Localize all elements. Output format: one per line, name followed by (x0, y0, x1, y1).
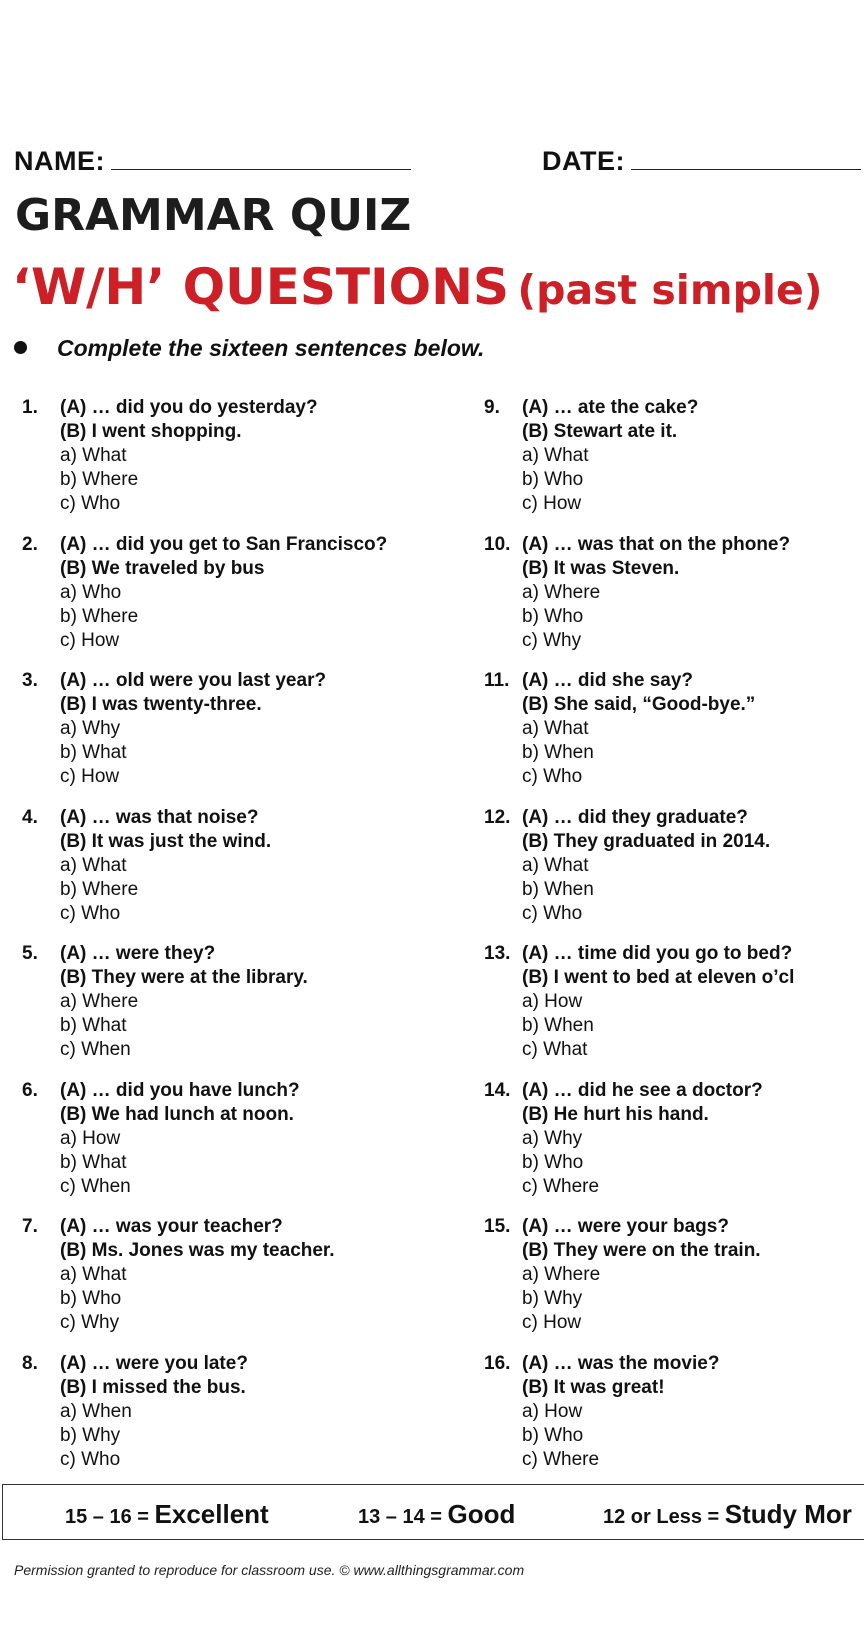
answer-option[interactable]: a) Where (522, 1264, 601, 1285)
instruction-text: Complete the sixteen sentences below. (57, 335, 485, 361)
topic-heading (12, 258, 823, 316)
question-number: 14. (484, 1080, 511, 1101)
question-number: 1. (22, 397, 38, 418)
question-prompt: (A) … did you get to San Francisco? (60, 534, 388, 555)
answer-option[interactable]: b) When (522, 742, 594, 763)
answer-option[interactable]: c) What (522, 1039, 588, 1060)
answer-option[interactable]: c) Who (522, 766, 583, 787)
question-prompt: (A) … did she say? (522, 670, 694, 691)
answer-option[interactable]: b) Where (60, 469, 139, 490)
question-number: 2. (22, 534, 38, 555)
answer-option[interactable]: a) Where (60, 991, 139, 1012)
question-body (522, 396, 698, 516)
instruction (14, 335, 484, 362)
answer-option[interactable]: c) Why (60, 1312, 120, 1333)
question-body (522, 533, 790, 653)
question-body (60, 806, 271, 926)
topic-sub: (past simple) (517, 266, 823, 314)
answer-option[interactable]: b) Who (522, 1152, 584, 1173)
question-prompt: (A) … did he see a doctor? (522, 1080, 763, 1101)
answer-option[interactable]: a) How (522, 991, 583, 1012)
answer-option[interactable]: c) Who (522, 903, 583, 924)
question-number: 10. (484, 534, 511, 555)
answer-option[interactable]: b) Who (522, 469, 584, 490)
question-response: (B) I went to bed at eleven o’cl (522, 967, 795, 988)
answer-option[interactable]: c) Where (522, 1176, 600, 1197)
name-label: NAME: (14, 146, 105, 176)
answer-option[interactable]: a) How (522, 1401, 583, 1422)
question-body (522, 669, 755, 789)
question-number: 7. (22, 1216, 38, 1237)
question-response: (B) They were at the library. (60, 967, 308, 988)
question-body (522, 806, 770, 926)
answer-option[interactable]: c) Where (522, 1449, 600, 1470)
answer-option[interactable]: a) What (522, 445, 589, 466)
answer-option[interactable]: c) How (60, 630, 120, 651)
answer-option[interactable]: b) When (522, 1015, 594, 1036)
question-response: (B) She said, “Good-bye.” (522, 694, 756, 715)
question-prompt: (A) … did they graduate? (522, 807, 748, 828)
question-response: (B) We had lunch at noon. (60, 1104, 294, 1125)
question-body (522, 1352, 719, 1472)
answer-option[interactable]: a) What (522, 718, 589, 739)
quiz-title: GRAMMAR QUIZ (15, 190, 412, 241)
question-response: (B) It was great! (522, 1377, 665, 1398)
answer-option[interactable]: b) Why (60, 1425, 121, 1446)
question-body (60, 669, 326, 789)
answer-option[interactable]: b) Where (60, 879, 139, 900)
question-prompt: (A) … did you have lunch? (60, 1080, 300, 1101)
answer-option[interactable]: a) What (60, 445, 127, 466)
question-response: (B) I missed the bus. (60, 1377, 246, 1398)
question-number: 3. (22, 670, 38, 691)
answer-option[interactable]: a) Why (60, 718, 121, 739)
question-prompt: (A) … was your teacher? (60, 1216, 283, 1237)
score-study (603, 1499, 852, 1530)
answer-option[interactable]: b) Who (522, 606, 584, 627)
question-number: 11. (484, 670, 510, 691)
question-number: 15. (484, 1216, 511, 1237)
question-body (60, 1215, 335, 1335)
answer-option[interactable]: a) What (522, 855, 589, 876)
question-body (60, 396, 318, 516)
score-excellent (65, 1499, 269, 1530)
question-prompt: (A) … ate the cake? (522, 397, 699, 418)
question-response: (B) We traveled by bus (60, 558, 265, 579)
answer-option[interactable]: a) Who (60, 582, 122, 603)
score-box (2, 1484, 864, 1540)
answer-option[interactable]: b) Who (60, 1288, 122, 1309)
question-number: 13. (484, 943, 511, 964)
question-response: (B) Stewart ate it. (522, 421, 678, 442)
answer-option[interactable]: c) Who (60, 493, 121, 514)
name-field (14, 146, 411, 177)
answer-option[interactable]: a) Where (522, 582, 601, 603)
question-prompt: (A) … time did you go to bed? (522, 943, 793, 964)
answer-option[interactable]: b) What (60, 742, 127, 763)
score-range: 15 – 16 = (65, 1506, 149, 1528)
question-response: (B) He hurt his hand. (522, 1104, 709, 1125)
question-body (60, 942, 308, 1062)
answer-option[interactable]: b) Where (60, 606, 139, 627)
question-number: 5. (22, 943, 38, 964)
question-body (522, 1215, 761, 1335)
question-prompt: (A) … was the movie? (522, 1353, 720, 1374)
answer-option[interactable]: a) Why (522, 1128, 583, 1149)
question-prompt: (A) … was that noise? (60, 807, 259, 828)
question-response: (B) They graduated in 2014. (522, 831, 771, 852)
date-label: DATE: (542, 146, 625, 176)
score-label: Study Mor (724, 1499, 852, 1529)
date-field (542, 146, 861, 177)
name-blank[interactable] (111, 169, 411, 170)
question-response: (B) They were on the train. (522, 1240, 761, 1261)
question-number: 16. (484, 1353, 511, 1374)
question-prompt: (A) … were your bags? (522, 1216, 729, 1237)
question-body (60, 1079, 300, 1199)
question-prompt: (A) … were they? (60, 943, 216, 964)
question-response: (B) It was just the wind. (60, 831, 272, 852)
answer-option[interactable]: c) How (522, 1312, 582, 1333)
date-blank[interactable] (631, 169, 861, 170)
answer-option[interactable]: b) What (60, 1152, 127, 1173)
answer-option[interactable]: c) Who (60, 1449, 121, 1470)
question-number: 4. (22, 807, 38, 828)
score-range: 13 – 14 = (358, 1506, 442, 1528)
answer-option[interactable]: b) Who (522, 1425, 584, 1446)
question-body (522, 1079, 763, 1199)
bullet-icon (14, 341, 27, 354)
question-response: (B) I went shopping. (60, 421, 242, 442)
score-range: 12 or Less = (603, 1506, 720, 1528)
question-number: 6. (22, 1080, 38, 1101)
answer-option[interactable]: c) Why (522, 630, 582, 651)
question-prompt: (A) … old were you last year? (60, 670, 327, 691)
question-response: (B) Ms. Jones was my teacher. (60, 1240, 335, 1261)
question-prompt: (A) … was that on the phone? (522, 534, 791, 555)
answer-option[interactable]: c) How (60, 766, 120, 787)
answer-option[interactable]: c) Who (60, 903, 121, 924)
topic-main: ‘W/H’ QUESTIONS (12, 258, 509, 316)
answer-option[interactable]: a) When (60, 1401, 132, 1422)
answer-option[interactable]: a) How (60, 1128, 121, 1149)
score-good (358, 1499, 515, 1530)
answer-option[interactable]: b) What (60, 1015, 127, 1036)
question-body (60, 533, 387, 653)
question-number: 9. (484, 397, 500, 418)
answer-option[interactable]: c) How (522, 493, 582, 514)
answer-option[interactable]: a) What (60, 1264, 127, 1285)
answer-option[interactable]: b) Why (522, 1288, 583, 1309)
question-prompt: (A) … were you late? (60, 1353, 248, 1374)
question-body (522, 942, 794, 1062)
question-prompt: (A) … did you do yesterday? (60, 397, 318, 418)
answer-option[interactable]: c) When (60, 1176, 131, 1197)
question-response: (B) It was Steven. (522, 558, 680, 579)
question-number: 8. (22, 1353, 38, 1374)
question-response: (B) I was twenty-three. (60, 694, 262, 715)
answer-option[interactable]: b) When (522, 879, 594, 900)
question-number: 12. (484, 807, 511, 828)
score-label: Excellent (154, 1499, 269, 1529)
answer-option[interactable]: c) When (60, 1039, 131, 1060)
permission-footer: Permission granted to reproduce for classroom use. © www.allthingsgrammar.com (14, 1562, 525, 1578)
score-label: Good (447, 1499, 516, 1529)
question-body (60, 1352, 248, 1472)
answer-option[interactable]: a) What (60, 855, 127, 876)
